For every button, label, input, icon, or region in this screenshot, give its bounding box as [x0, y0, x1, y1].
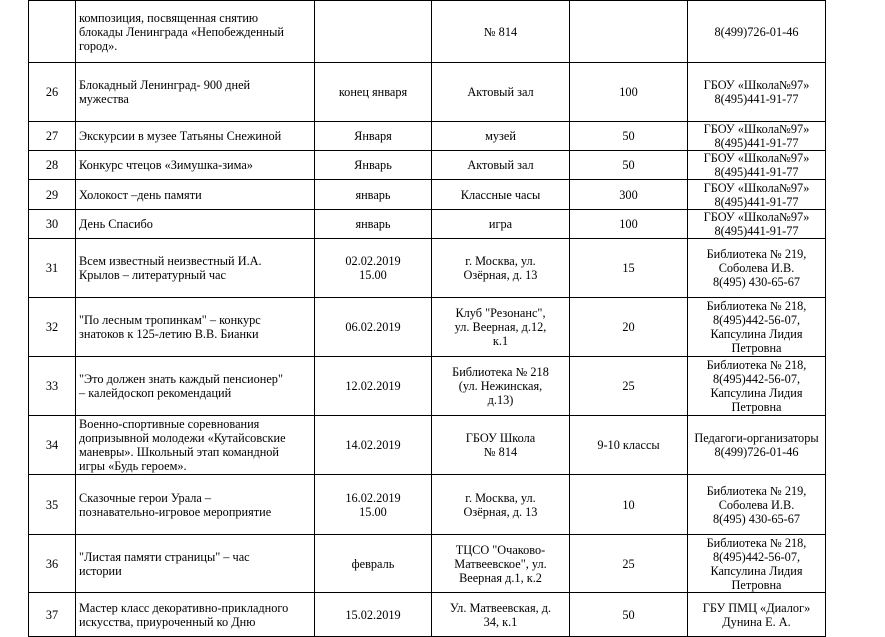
cell-line: к.1	[492, 334, 509, 348]
event-name-cell	[76, 151, 315, 180]
organizer-cell	[688, 535, 826, 593]
row-number-cell: 35	[29, 475, 76, 535]
event-place-cell	[432, 416, 570, 475]
participants-count-cell: 50	[570, 151, 688, 180]
event-date-cell	[315, 475, 432, 535]
cell-line: г. Москва, ул.	[465, 254, 536, 268]
cell-line: Блокадный Ленинград- 900 дней	[79, 78, 251, 92]
cell-line: познавательно-игровое мероприятие	[79, 504, 272, 519]
organizer-cell	[688, 1, 826, 63]
event-place-cell	[432, 1, 570, 63]
participants-count-cell: 9-10 классы	[570, 416, 688, 475]
event-place-cell	[432, 357, 570, 416]
cell-line: ГБОУ «Школа№97»	[703, 78, 810, 92]
cell-line: Библиотека № 218,	[706, 299, 807, 313]
event-name-cell	[76, 122, 315, 151]
organizer-cell	[688, 357, 826, 416]
events-table-body	[29, 1, 826, 637]
cell-line: Холокост –день памяти	[79, 187, 202, 202]
cell-line: 8(495)442-56-07,	[712, 549, 801, 564]
row-number-cell: 28	[29, 151, 76, 180]
cell-line: композиция, посвященная снятию	[79, 10, 259, 25]
cell-line: 8(495)441-91-77	[714, 224, 799, 238]
event-name-cell	[76, 357, 315, 416]
row-number-cell: 27	[29, 122, 76, 151]
cell-line: ГБОУ «Школа№97»	[703, 180, 810, 195]
participants-count-cell	[570, 1, 688, 63]
cell-line: Январь	[354, 158, 392, 172]
cell-line: 8(495) 430-65-67	[712, 511, 801, 526]
cell-line: Ул. Матвеевская, д.	[449, 600, 552, 615]
organizer-cell	[688, 180, 826, 210]
table-row	[29, 357, 826, 416]
organizer-cell	[688, 239, 826, 298]
cell-line: Озёрная, д. 13	[463, 268, 538, 282]
cell-line: "По лесным тропинкам" – конкурс	[79, 313, 261, 327]
row-number-cell: 36	[29, 535, 76, 593]
organizer-cell	[688, 210, 826, 239]
event-date-cell	[315, 180, 432, 210]
participants-count-cell: 15	[570, 239, 688, 298]
cell-line: 34, к.1	[483, 614, 518, 629]
cell-line: 8(495)441-91-77	[714, 165, 799, 179]
event-name-cell	[76, 210, 315, 239]
event-place-cell	[432, 298, 570, 357]
participants-count-cell: 25	[570, 357, 688, 416]
cell-line: 8(499)726-01-46	[714, 24, 799, 39]
organizer-cell	[688, 122, 826, 151]
participants-count-cell: 100	[570, 210, 688, 239]
row-number-cell: 26	[29, 63, 76, 122]
cell-line: Педагоги-организаторы	[694, 431, 819, 445]
cell-line: музей	[485, 129, 516, 143]
cell-line: ГБОУ «Школа№97»	[703, 151, 810, 165]
event-name-cell	[76, 475, 315, 535]
organizer-cell	[688, 416, 826, 475]
table-row	[29, 416, 826, 475]
event-place-cell	[432, 593, 570, 637]
cell-line: мужества	[79, 92, 129, 106]
cell-line: январь	[355, 187, 391, 202]
cell-line: Матвеевское", ул.	[454, 556, 547, 571]
table-row	[29, 1, 826, 63]
row-number-cell: 33	[29, 357, 76, 416]
cell-line: ТЦСО "Очаково-	[455, 542, 546, 557]
event-date-cell	[315, 63, 432, 122]
participants-count-cell: 10	[570, 475, 688, 535]
event-name-cell	[76, 593, 315, 637]
table-row	[29, 210, 826, 239]
cell-line: Сказочные герои Урала –	[79, 490, 212, 505]
cell-line: ГБОУ «Школа№97»	[703, 210, 810, 224]
cell-line: 8(495)442-56-07,	[712, 372, 801, 386]
cell-line: Озёрная, д. 13	[463, 504, 538, 519]
participants-count-cell: 25	[570, 535, 688, 593]
cell-line: ГБОУ «Школа№97»	[703, 122, 810, 136]
cell-line: ул. Веерная, д.12,	[454, 320, 547, 334]
cell-line: Соболева И.В.	[718, 261, 795, 275]
table-row	[29, 535, 826, 593]
participants-count-cell: 20	[570, 298, 688, 357]
cell-line: 02.02.2019	[345, 254, 401, 268]
cell-line: Петровна	[731, 341, 782, 355]
event-name-cell	[76, 180, 315, 210]
table-row	[29, 180, 826, 210]
row-number-cell: 34	[29, 416, 76, 475]
cell-line: знатоков к 125-летию В.В. Бианки	[79, 327, 259, 341]
cell-line: 8(495)441-91-77	[714, 136, 799, 150]
cell-line: Библиотека № 219,	[706, 247, 807, 261]
cell-line: Капсулина Лидия	[710, 327, 803, 341]
cell-line: февраль	[351, 556, 395, 571]
organizer-cell	[688, 63, 826, 122]
event-name-cell	[76, 535, 315, 593]
cell-line: Мастер класс декоративно-прикладного	[79, 600, 289, 615]
cell-line: Петровна	[731, 400, 782, 414]
participants-count-cell: 50	[570, 593, 688, 637]
events-table	[28, 0, 826, 637]
cell-line: город».	[79, 38, 118, 53]
event-name-cell	[76, 416, 315, 475]
cell-line: "Это должен знать каждый пенсионер"	[79, 372, 283, 386]
row-number-cell: 37	[29, 593, 76, 637]
cell-line: Крылов – литературный час	[79, 268, 226, 282]
cell-line: 8(495)441-91-77	[714, 194, 799, 209]
table-row	[29, 593, 826, 637]
participants-count-cell: 300	[570, 180, 688, 210]
participants-count-cell: 100	[570, 63, 688, 122]
event-date-cell	[315, 122, 432, 151]
cell-line: Библиотека № 219,	[706, 483, 807, 498]
event-date-cell	[315, 535, 432, 593]
cell-line: 15.02.2019	[345, 607, 401, 622]
cell-line: Капсулина Лидия	[710, 563, 803, 578]
table-row	[29, 151, 826, 180]
cell-line: маневры». Школьный этап командной	[79, 445, 280, 459]
cell-line: 06.02.2019	[345, 320, 401, 334]
event-date-cell	[315, 357, 432, 416]
participants-count-cell: 50	[570, 122, 688, 151]
table-row	[29, 63, 826, 122]
cell-line: 14.02.2019	[345, 438, 401, 452]
row-number-cell: 31	[29, 239, 76, 298]
cell-line: д.13)	[487, 393, 514, 407]
cell-line: Соболева И.В.	[718, 497, 795, 512]
cell-line: Дунина Е. А.	[722, 614, 791, 629]
event-name-cell	[76, 239, 315, 298]
cell-line: 8(495)442-56-07,	[712, 313, 801, 327]
event-place-cell	[432, 63, 570, 122]
event-name-cell	[76, 1, 315, 63]
cell-line: Классные часы	[460, 187, 541, 202]
cell-line: Петровна	[731, 577, 782, 592]
organizer-cell	[688, 298, 826, 357]
cell-line: Капсулина Лидия	[710, 386, 803, 400]
cell-line: 15.00	[359, 504, 387, 519]
event-name-cell	[76, 63, 315, 122]
cell-line: Веерная д.1, к.2	[459, 570, 542, 585]
cell-line: – калейдоскоп рекомендаций	[79, 386, 232, 400]
table-row	[29, 298, 826, 357]
table-row	[29, 122, 826, 151]
row-number-cell: 30	[29, 210, 76, 239]
cell-line: Библиотека № 218,	[706, 358, 807, 372]
event-place-cell	[432, 122, 570, 151]
cell-line: Военно-спортивные соревнования	[79, 417, 260, 431]
row-number-cell: 29	[29, 180, 76, 210]
cell-line: Всем известный неизвестный И.А.	[79, 254, 262, 268]
cell-line: конец января	[338, 85, 408, 99]
row-number-cell	[29, 1, 76, 63]
cell-line: (ул. Нежинская,	[458, 379, 543, 393]
organizer-cell	[688, 475, 826, 535]
cell-line: Актовый зал	[467, 85, 534, 99]
event-date-cell	[315, 1, 432, 63]
cell-line: ГБУ ПМЦ «Диалог»	[702, 600, 811, 615]
cell-line: 8(495) 430-65-67	[712, 275, 801, 289]
event-place-cell	[432, 475, 570, 535]
cell-line: 15.00	[359, 268, 387, 282]
cell-line: искусства, приуроченный ко Дню	[79, 614, 256, 629]
cell-line: 12.02.2019	[345, 379, 401, 393]
cell-line: ГБОУ Школа	[465, 431, 536, 445]
event-place-cell	[432, 151, 570, 180]
organizer-cell	[688, 593, 826, 637]
cell-line: Экскурсии в музее Татьяны Снежиной	[79, 129, 282, 143]
cell-line: Конкурс чтецов «Зимушка-зима»	[79, 158, 253, 172]
cell-line: Библиотека № 218	[452, 365, 549, 379]
cell-line: игра	[488, 217, 513, 231]
event-date-cell	[315, 210, 432, 239]
event-place-cell	[432, 180, 570, 210]
cell-line: г. Москва, ул.	[465, 490, 536, 505]
event-date-cell	[315, 151, 432, 180]
event-date-cell	[315, 593, 432, 637]
event-place-cell	[432, 535, 570, 593]
cell-line: игры «Будь героем».	[79, 459, 187, 473]
event-place-cell	[432, 210, 570, 239]
cell-line: Января	[354, 129, 392, 143]
event-place-cell	[432, 239, 570, 298]
cell-line: Библиотека № 218,	[706, 535, 807, 550]
cell-line: 8(499)726-01-46	[714, 445, 799, 459]
cell-line: допризывной молодежи «Кутайсовские	[79, 431, 286, 445]
table-row	[29, 475, 826, 535]
cell-line: № 814	[483, 24, 518, 39]
cell-line: Актовый зал	[467, 158, 534, 172]
cell-line: истории	[79, 563, 122, 578]
cell-line: № 814	[483, 445, 518, 459]
cell-line: блокады Ленинграда «Непобежденный	[79, 24, 284, 39]
event-date-cell	[315, 416, 432, 475]
cell-line: День Спасибо	[79, 217, 153, 231]
event-name-cell	[76, 298, 315, 357]
cell-line: 16.02.2019	[345, 490, 401, 505]
table-row	[29, 239, 826, 298]
cell-line: Клуб "Резонанс",	[455, 306, 546, 320]
cell-line: "Листая памяти страницы" – час	[79, 549, 250, 564]
row-number-cell: 32	[29, 298, 76, 357]
event-date-cell	[315, 298, 432, 357]
organizer-cell	[688, 151, 826, 180]
cell-line: январь	[355, 217, 391, 231]
cell-line: 8(495)441-91-77	[714, 92, 799, 106]
event-date-cell	[315, 239, 432, 298]
